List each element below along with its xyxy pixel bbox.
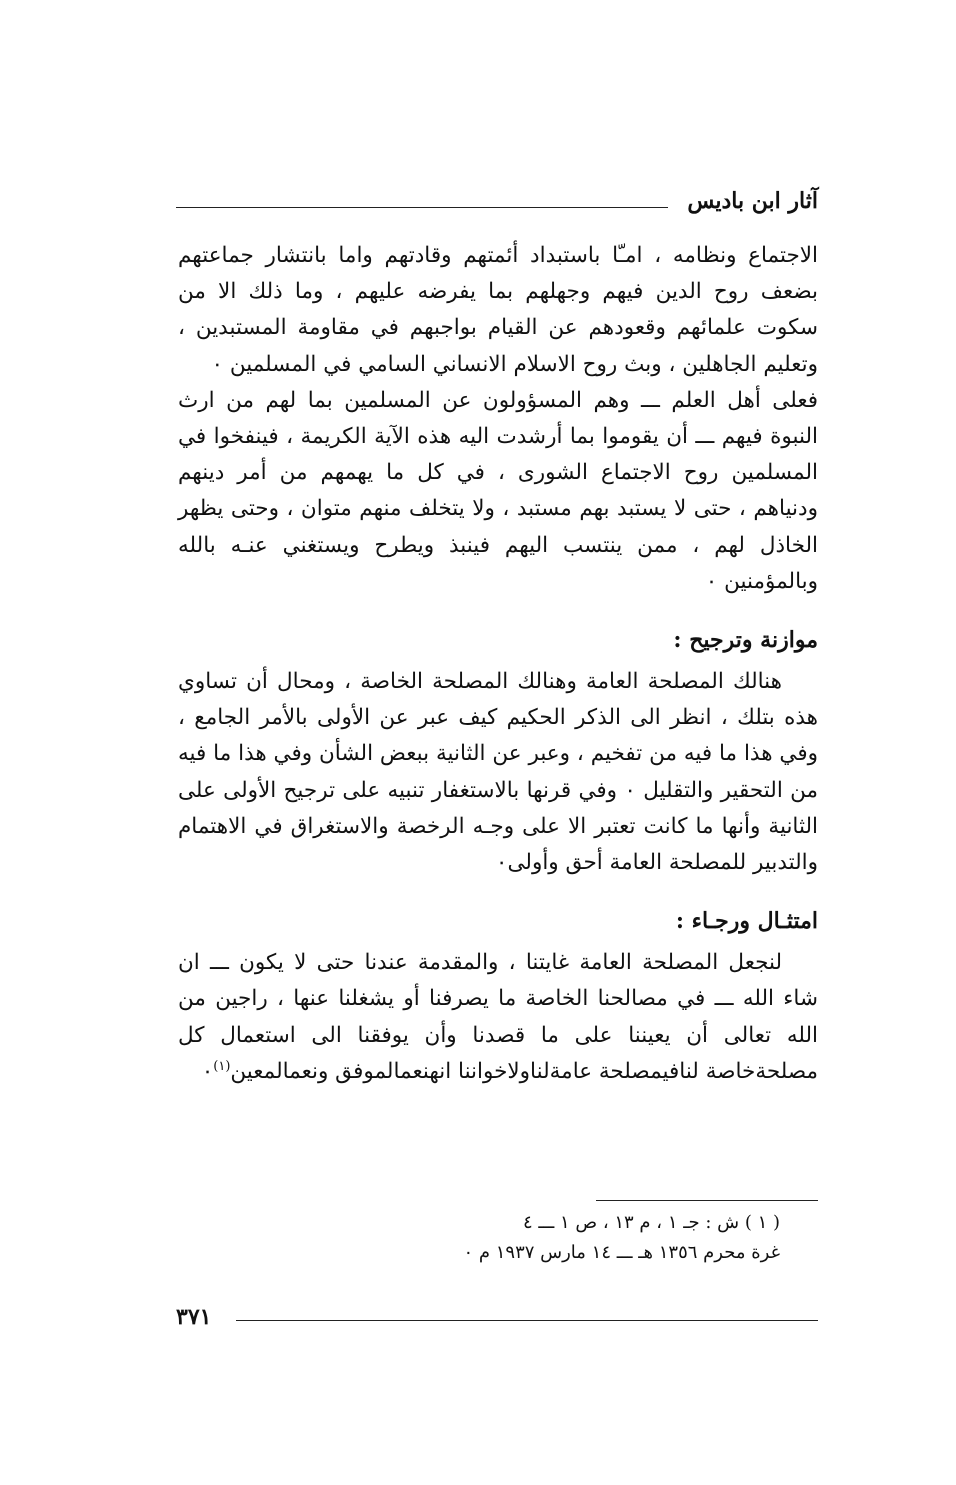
footer-rule (236, 1320, 818, 1321)
footnote-line-1: ( ١ ) ش : جـ ١ ، م ١٣ ، ص ١ ـــ ٤ (523, 1212, 780, 1233)
page-body (178, 238, 818, 1090)
section-text-compliance-body: لنجعل المصلحة العامة غايتنا ، والمقدمة عندنا حتى لا يكون ـــ ان شاء الله ـــ في مصالحنا الخاصة ما يصرفنا أو يشغلنا عنها ، راجين من الله تعالى أن يعيننا على ما قصدنا وأن يوفقنا الى استعمال كل مصلحةخاصة لنافيمصلحة عامةلناولاخواننا انهنعمالموفق ونعمالمعين (178, 950, 818, 1084)
page-number: ٣٧١ (176, 1304, 212, 1330)
footnotes (260, 1208, 780, 1268)
section-text-compliance (178, 945, 818, 1090)
section-heading-balance: موازنة وترجيح : (673, 627, 818, 654)
running-header (176, 186, 818, 220)
book-title: آثار ابن باديس (687, 188, 818, 214)
section-heading-compliance: امتثـال ورجـاء : (675, 908, 818, 935)
paragraph-1: الاجتماع ونظامه ، امـّا باستبداد أئمتهم وقادتهم واما بانتشار جماعتهم بضعف روح الدين فيهم وجهلهم بما يفرضه عليهم ، وما ذلك الا من سكوت علمائهم وقعودهم عن القيام بواجبهم في مقاومة المستبدين ، وتعليم الجاهلين ، وبث روح الاسلام الانساني السامي في المسلمين ٠ (178, 243, 818, 377)
section-end-mark: ٠ (201, 1058, 214, 1084)
page-footer (176, 1302, 818, 1336)
section-text-balance: هنالك المصلحة العامة وهنالك المصلحة الخاصة ، ومحال أن تساوي هذه بتلك ، انظر الى الذكر الحكيم كيف عبر عن الأولى بالأمر الجامع ، وفي هذا ما فيه من تفخيم ، وعبر عن الثانية ببعض الشأن وفي هذا ما فيه من التحقير والتقليل ٠ وفي قرنها بالاستغفار تنبيه على ترجيح الأولى على الثانية وأنها ما كانت تعتبر الا على وجـه الرخصة والاستغراق في الاهتمام والتدبير للمصلحة العامة أحق وأولى٠ (178, 669, 818, 876)
footnote-rule (596, 1200, 818, 1201)
footnote-marker: (١) (213, 1058, 231, 1074)
paragraph-2: فعلى أهل العلم ـــ وهم المسؤولون عن المسلمين بما لهم من ارث النبوة فيهم ـــ أن يقوموا بما أرشدت اليه هذه الآية الكريمة ، فينفخوا في المسلمين روح الاجتماع الشورى ، في كل ما يهمهم من أمر دينهم ودنياهم ، حتى لا يستبد بهم مستبد ، ولا يتخلف منهم متوان ، وحتى يظهر الخاذل لهم ، ممن ينتسب اليهم فينبذ ويطرح ويستغني عنـه بالله وبالمؤمنين ٠ (178, 387, 818, 594)
footnote-line-2: غرة محرم ١٣٥٦ هـ ـــ ١٤ مارس ١٩٣٧ م ٠ (463, 1242, 780, 1263)
header-rule (176, 207, 668, 208)
